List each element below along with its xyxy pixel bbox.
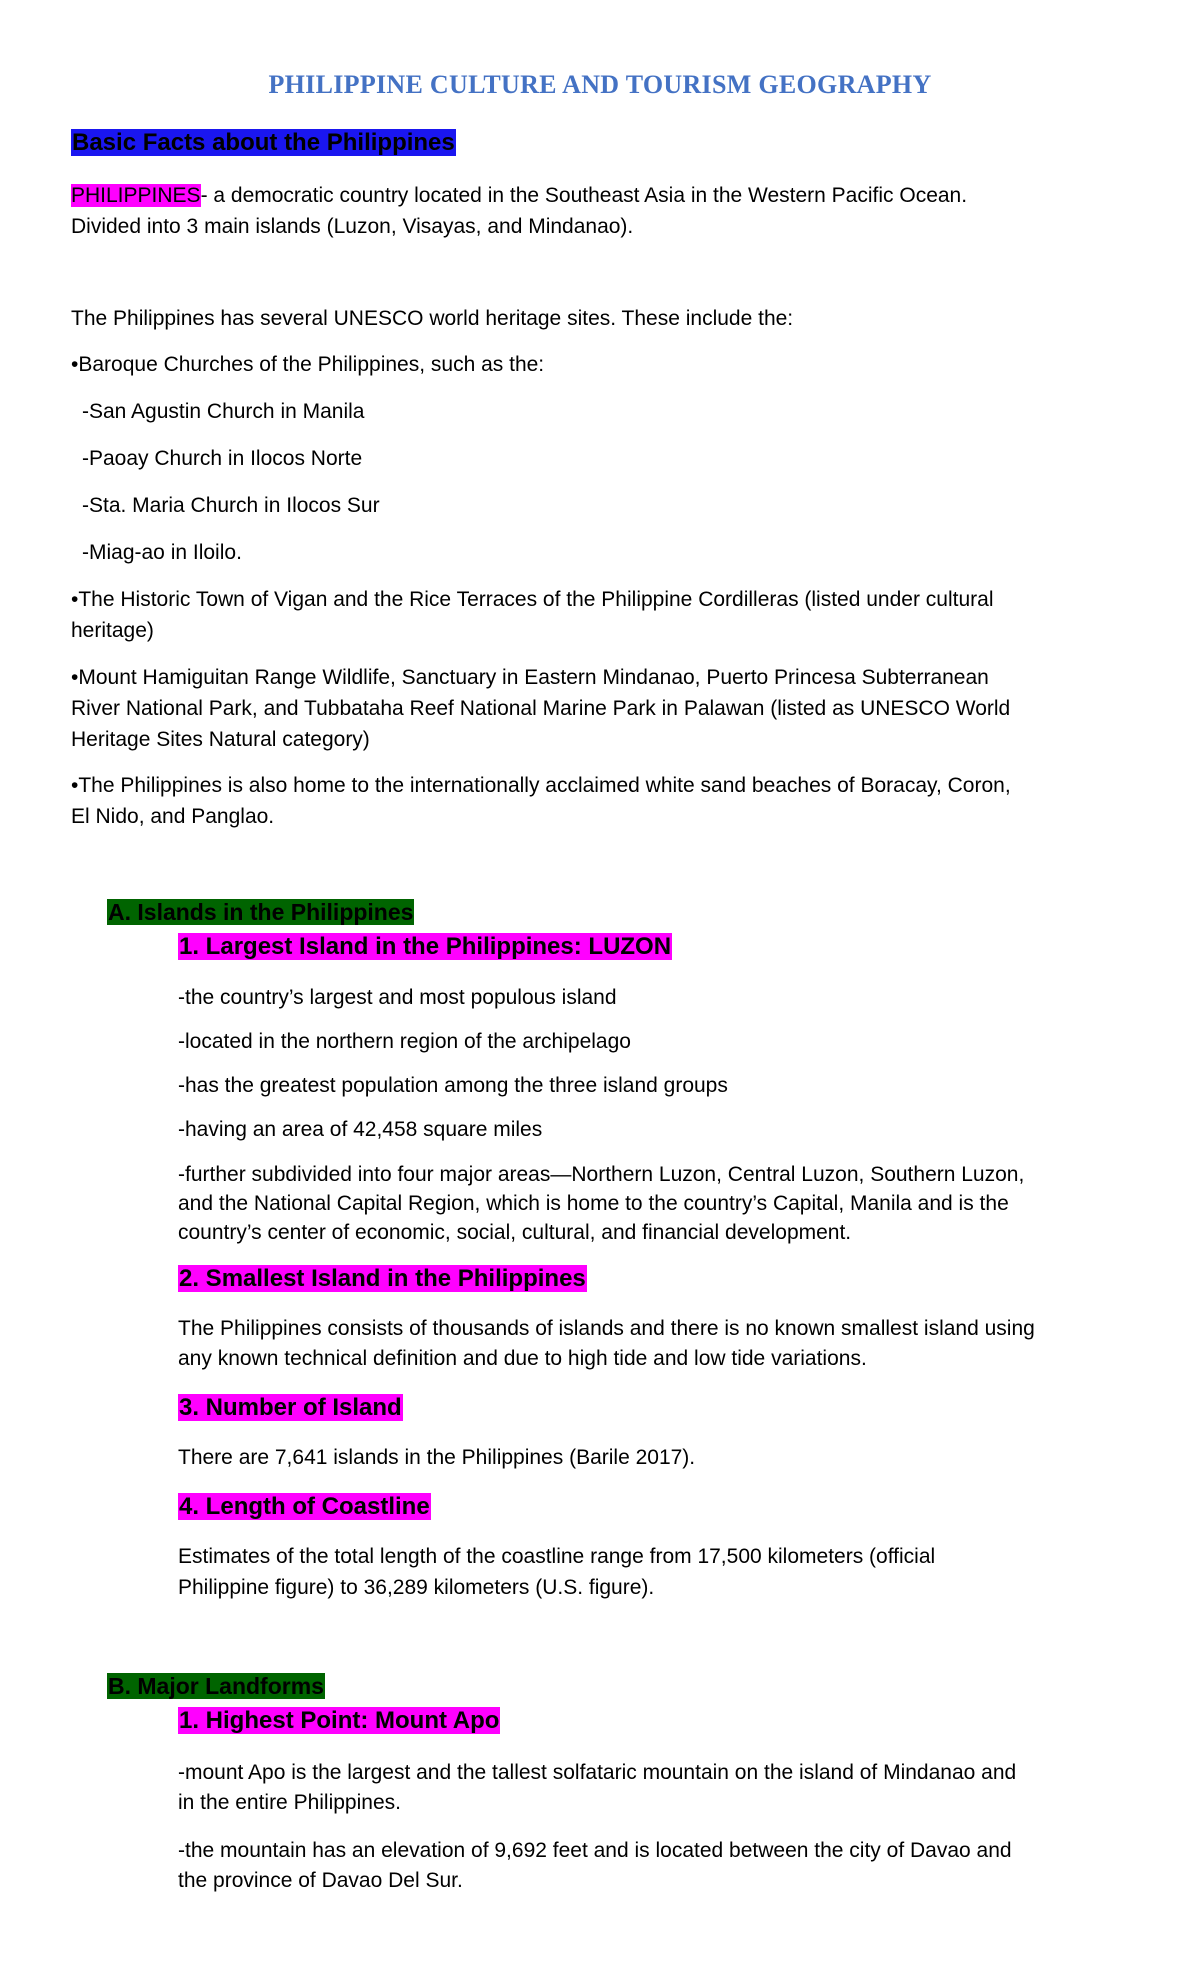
- coastline-heading-block: [178, 1492, 431, 1523]
- smallest-island-heading: 2. Smallest Island in the Philippines: [179, 1265, 586, 1292]
- highest-point-heading: 1. Highest Point: Mount Apo: [179, 1707, 500, 1734]
- church-list-item: -San Agustin Church in Manila: [82, 400, 365, 423]
- number-of-island-heading-block: [178, 1393, 403, 1424]
- luzon-areas-line2: and the National Capital Region, which is home to the country’s Capital, Manila and is the: [178, 1192, 1009, 1215]
- section-b-heading: B. Major Landforms: [108, 1673, 324, 1699]
- largest-island-heading: 1. Largest Island in the Philippines: LUZON: [179, 933, 672, 960]
- luzon-fact: -has the greatest population among the three island groups: [178, 1074, 728, 1097]
- mount-apo-p2-line2: the province of Davao Del Sur.: [178, 1869, 463, 1892]
- unesco-intro: The Philippines has several UNESCO world heritage sites. These include the:: [71, 307, 794, 330]
- mount-apo-p1-line1: -mount Apo is the largest and the tallest solfataric mountain on the island of Mindanao and: [178, 1761, 1017, 1784]
- natural-sites-line2: River National Park, and Tubbataha Reef National Marine Park in Palawan (listed as UNESCO World: [71, 697, 1011, 720]
- baroque-churches-item: •Baroque Churches of the Philippines, such as the:: [71, 353, 545, 376]
- smallest-island-heading-block: [178, 1264, 587, 1295]
- church-list-item: -Paoay Church in Ilocos Norte: [82, 447, 363, 470]
- largest-island-heading-block: [178, 932, 672, 963]
- philippines-definition: - a democratic country located in the Southeast Asia in the Western Pacific Ocean.: [200, 184, 968, 207]
- church-list-item: -Sta. Maria Church in Ilocos Sur: [82, 494, 380, 517]
- mount-apo-p2-line1: -the mountain has an elevation of 9,692 feet and is located between the city of Davao and: [178, 1839, 1012, 1862]
- luzon-fact: -the country’s largest and most populous island: [178, 986, 617, 1009]
- vigan-item-line2: heritage): [71, 619, 154, 642]
- philippines-term: PHILIPPINES: [71, 184, 201, 207]
- mount-apo-p1-line2: in the entire Philippines.: [178, 1791, 401, 1814]
- coastline-heading: 4. Length of Coastline: [179, 1493, 430, 1520]
- smallest-island-line2: any known technical definition and due to high tide and low tide variations.: [178, 1347, 867, 1370]
- divided-line: Divided into 3 main islands (Luzon, Visayas, and Mindanao).: [71, 215, 634, 238]
- number-of-island-text: There are 7,641 islands in the Philippines (Barile 2017).: [178, 1446, 696, 1469]
- page-title: PHILIPPINE CULTURE AND TOURISM GEOGRAPHY: [268, 70, 932, 99]
- coastline-line1: Estimates of the total length of the coastline range from 17,500 kilometers (official: [178, 1545, 936, 1568]
- luzon-areas-line3: country’s center of economic, social, cultural, and financial development.: [178, 1221, 852, 1244]
- definition-line: [71, 181, 967, 211]
- section-a-heading-block: [107, 898, 414, 929]
- luzon-fact: -having an area of 42,458 square miles: [178, 1118, 543, 1141]
- church-list-item: -Miag-ao in Iloilo.: [82, 541, 242, 564]
- natural-sites-line1: •Mount Hamiguitan Range Wildlife, Sanctuary in Eastern Mindanao, Puerto Princesa Subterranean: [71, 666, 989, 689]
- beaches-line1: •The Philippines is also home to the internationally acclaimed white sand beaches of Boracay, Coron,: [71, 774, 1011, 797]
- natural-sites-line3: Heritage Sites Natural category): [71, 728, 370, 751]
- luzon-areas-line1: -further subdivided into four major areas—Northern Luzon, Central Luzon, Southern Luzon,: [178, 1163, 1025, 1186]
- basic-facts-heading-block: [71, 128, 456, 159]
- number-of-island-heading: 3. Number of Island: [179, 1394, 402, 1421]
- basic-facts-heading: Basic Facts about the Philippines: [72, 129, 455, 156]
- beaches-line2: El Nido, and Panglao.: [71, 805, 275, 828]
- section-a-heading: A. Islands in the Philippines: [108, 899, 414, 925]
- highest-point-heading-block: [178, 1706, 500, 1737]
- vigan-item-line1: •The Historic Town of Vigan and the Rice Terraces of the Philippine Cordilleras (listed under cultural: [71, 588, 994, 611]
- luzon-fact: -located in the northern region of the archipelago: [178, 1030, 631, 1053]
- coastline-line2: Philippine figure) to 36,289 kilometers (U.S. figure).: [178, 1576, 655, 1599]
- smallest-island-line1: The Philippines consists of thousands of islands and there is no known smallest island using: [178, 1317, 1035, 1340]
- section-b-heading-block: [107, 1672, 325, 1703]
